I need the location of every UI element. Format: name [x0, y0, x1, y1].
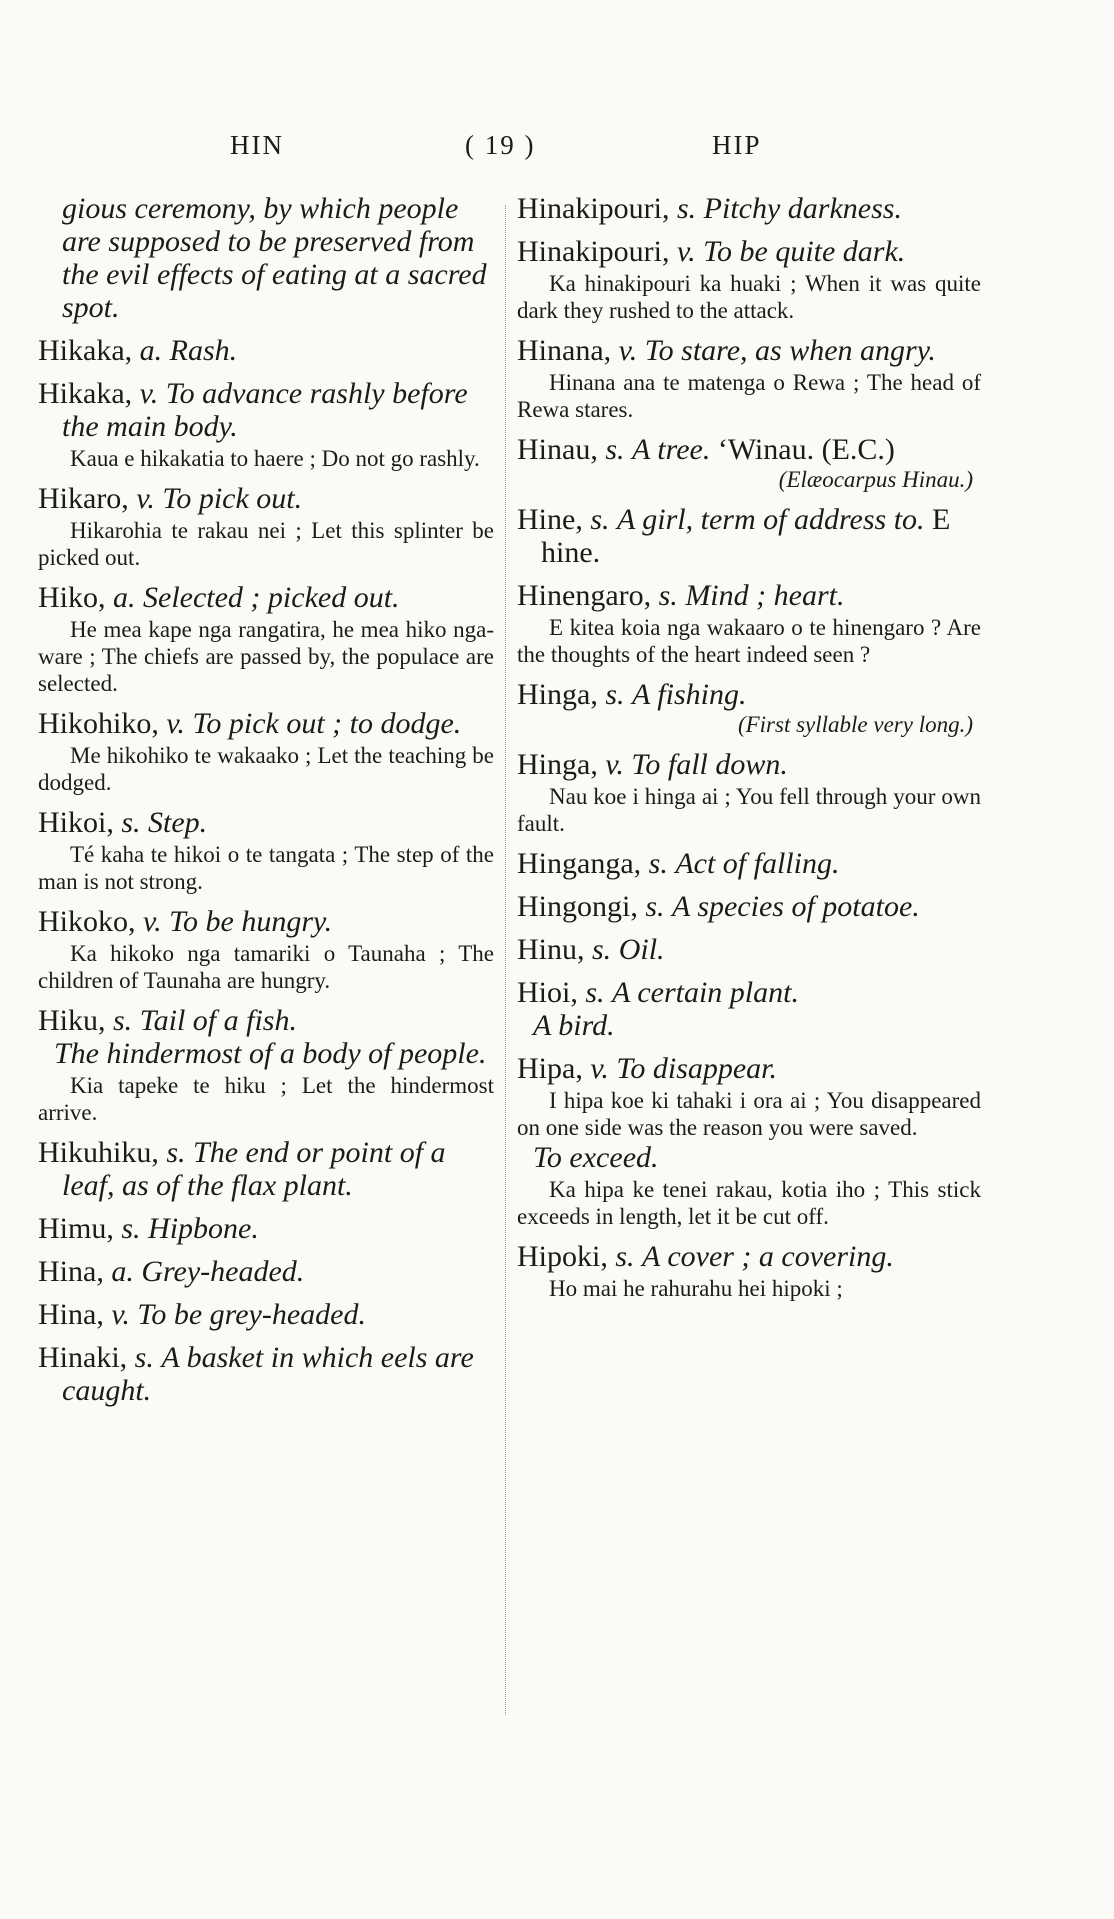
header-left-guideword: HIN: [230, 130, 284, 160]
part-of-speech: s.: [585, 976, 605, 1009]
definition: Selected ; picked out.: [143, 581, 400, 614]
dictionary-entry: [517, 890, 981, 923]
usage-example: Hinana ana te matenga o Rewa ; The head of Rewa stares.: [517, 370, 981, 422]
headword: Himu,: [38, 1212, 114, 1245]
entry-headline: [517, 1240, 981, 1273]
usage-example: Ka hikoko nga tamariki o Taunaha ; The children of Taunaha are hungry.: [38, 941, 494, 993]
additional-sense: A bird.: [533, 1009, 615, 1042]
definition: A certain plant.: [612, 976, 799, 1009]
headword: Hipoki,: [517, 1240, 608, 1273]
usage-example: Ho mai he rahurahu hei hipoki ;: [549, 1276, 843, 1301]
part-of-speech: s.: [121, 1212, 141, 1245]
definition: To advance rashly before the main body.: [62, 377, 468, 443]
part-of-speech: s.: [134, 1341, 154, 1374]
dictionary-entry: [517, 678, 981, 738]
headword: Hingongi,: [517, 890, 638, 923]
entry-headline: [517, 748, 981, 781]
headword: Hinakipouri,: [517, 235, 670, 268]
dictionary-entry: [38, 482, 494, 571]
entry-headline: [38, 334, 494, 367]
dictionary-entry: [517, 503, 981, 569]
headword: Hikohiko,: [38, 707, 159, 740]
definition: A cover ; a covering.: [642, 1240, 894, 1273]
part-of-speech: v.: [605, 748, 624, 781]
definition: Step.: [148, 806, 208, 839]
entry-headline: [517, 579, 981, 612]
definition: Pitchy darkness.: [703, 192, 902, 225]
right-entry-list: [517, 192, 981, 1302]
headword: Hikoko,: [38, 905, 136, 938]
definition: A basket in which eels are caught.: [62, 1341, 474, 1407]
entry-headline: [517, 890, 981, 923]
dictionary-entry: [517, 192, 981, 225]
definition: Oil.: [618, 933, 665, 966]
entry-headline: [517, 678, 981, 711]
headword: Hikaro,: [38, 482, 129, 515]
usage-example: I hipa koe ki tahaki i ora ai ; You disappeared on one side was the reason you were saved.: [517, 1088, 981, 1140]
usage-example: He mea kape nga rangatira, he mea hiko nga-ware ; The chiefs are passed by, the populace are selected.: [38, 617, 494, 696]
definition: A tree.: [632, 433, 711, 466]
usage-example: Té kaha te hikoi o te tangata ; The step of the man is not strong.: [38, 842, 494, 894]
column-divider: [505, 205, 506, 1715]
headword: Hine,: [517, 503, 583, 536]
dictionary-entry: [517, 235, 981, 324]
entry-headline: [517, 235, 981, 268]
dictionary-entry: [517, 748, 981, 837]
headword: Hiku,: [38, 1004, 106, 1037]
headword: Hinga,: [517, 748, 598, 781]
usage-example: Ka hinakipouri ka huaki ; When it was quite dark they rushed to the attack.: [517, 271, 981, 323]
continued-definition: gious ceremony, by which people are supposed to be preserved from the evil effects of eating at a sacred spot.: [62, 192, 487, 324]
definition: A fishing.: [632, 678, 747, 711]
left-column: [38, 192, 494, 1417]
dictionary-entry: [38, 707, 494, 796]
headword: Hipa,: [517, 1052, 583, 1085]
entry-headline: [38, 905, 494, 938]
usage-example: Me hikohiko te wakaako ; Let the teaching be dodged.: [38, 743, 494, 795]
part-of-speech: a.: [113, 581, 136, 614]
part-of-speech: s.: [590, 503, 610, 536]
left-entry-list: [38, 334, 494, 1407]
part-of-speech: s.: [658, 579, 678, 612]
part-of-speech: v.: [590, 1052, 609, 1085]
dictionary-entry: [38, 334, 494, 367]
entry-headline: [38, 1341, 494, 1407]
headword: Hinga,: [517, 678, 598, 711]
entry-headline: [38, 482, 494, 515]
part-of-speech: v.: [111, 1298, 130, 1331]
dictionary-entry: [517, 433, 981, 493]
headword: Hioi,: [517, 976, 578, 1009]
entry-headline: [38, 1255, 494, 1288]
dictionary-entry: [38, 905, 494, 994]
part-of-speech: v.: [166, 707, 185, 740]
definition: The end or point of a leaf, as of the flax plant.: [62, 1136, 446, 1202]
usage-example: Kia tapeke te hiku ; Let the hindermost arrive.: [38, 1073, 494, 1125]
definition: To be quite dark.: [703, 235, 906, 268]
variant-form: E hine.: [541, 503, 951, 569]
headword: Hinaki,: [38, 1341, 128, 1374]
entry-headline: [38, 581, 494, 614]
part-of-speech: s.: [605, 678, 625, 711]
entry-headline: [38, 1004, 494, 1037]
usage-example: E kitea koia nga wakaaro o te hinengaro ? Are the thoughts of the heart indeed seen ?: [517, 615, 981, 667]
usage-example: Hikarohia te rakau nei ; Let this splinter be picked out.: [38, 518, 494, 570]
part-of-speech: v.: [136, 482, 155, 515]
headword: Hinau,: [517, 433, 598, 466]
part-of-speech: a.: [139, 334, 163, 367]
entry-headline: [38, 1212, 494, 1245]
dictionary-entry: [517, 847, 981, 880]
definition: Tail of a fish.: [139, 1004, 297, 1037]
dictionary-entry: [38, 1136, 494, 1202]
headword: Hiko,: [38, 581, 106, 614]
part-of-speech: s.: [605, 433, 625, 466]
definition: To disappear.: [616, 1052, 778, 1085]
headword: Hinakipouri,: [517, 192, 670, 225]
definition: To fall down.: [631, 748, 788, 781]
definition: Mind ; heart.: [685, 579, 845, 612]
definition: Hipbone.: [148, 1212, 259, 1245]
page-number: ( 19 ): [465, 130, 536, 160]
entry-headline: [38, 806, 494, 839]
page-header: [0, 130, 1114, 170]
dictionary-entry: [517, 579, 981, 668]
part-of-speech: v.: [676, 235, 696, 268]
part-of-speech: s.: [676, 192, 697, 225]
variant-form: ‘Winau. (E.C.): [710, 433, 895, 466]
header-right-guideword: HIP: [712, 130, 762, 160]
dictionary-entry: [38, 1298, 494, 1331]
usage-example: Nau koe i hinga ai ; You fell through your own fault.: [517, 784, 981, 836]
definition: A species of potatoe.: [672, 890, 920, 923]
dictionary-entry: [517, 334, 981, 423]
entry-headline: [517, 433, 981, 466]
headword: Hinganga,: [517, 847, 642, 880]
part-of-speech: s.: [166, 1136, 186, 1169]
entry-headline: [517, 847, 981, 880]
entry-headline: [517, 503, 981, 569]
entry-headline: [517, 334, 981, 367]
dictionary-entry: [38, 581, 494, 697]
entry-headline: [517, 192, 981, 225]
definition: Act of falling.: [675, 847, 840, 880]
definition: To be hungry.: [169, 905, 333, 938]
additional-sense: To exceed.: [533, 1141, 659, 1174]
entry-headline: [38, 1298, 494, 1331]
entry-headline: [517, 933, 981, 966]
entry-headline: [38, 1136, 494, 1202]
botanical-note: (First syllable very long.): [737, 712, 973, 737]
definition: To be grey-headed.: [137, 1298, 366, 1331]
dictionary-entry: [517, 976, 981, 1042]
entry-headline: [517, 976, 981, 1009]
definition: To stare, as when angry.: [644, 334, 936, 367]
dictionary-entry: [38, 1341, 494, 1407]
part-of-speech: v.: [139, 377, 159, 410]
usage-example: Ka hipa ke tenei rakau, kotia iho ; This stick exceeds in length, let it be cut off.: [517, 1177, 981, 1229]
dictionary-entry: [38, 377, 494, 472]
dictionary-entry: [517, 1240, 981, 1302]
part-of-speech: a.: [111, 1255, 134, 1288]
headword: Hina,: [38, 1298, 104, 1331]
headword: Hikaka,: [38, 334, 133, 367]
entry-headline: [38, 377, 494, 443]
headword: Hinana,: [517, 334, 612, 367]
definition: To pick out.: [162, 482, 303, 515]
headword: Hina,: [38, 1255, 104, 1288]
dictionary-entry: [38, 1255, 494, 1288]
additional-sense: The hindermost of a body of people.: [54, 1037, 487, 1070]
botanical-note: (Elæocarpus Hinau.): [778, 467, 973, 492]
part-of-speech: s.: [645, 890, 665, 923]
part-of-speech: s.: [615, 1240, 635, 1273]
right-column: [517, 192, 981, 1312]
definition: A girl, term of address to.: [617, 503, 925, 536]
headword: Hikoi,: [38, 806, 114, 839]
entry-headline: [517, 1052, 981, 1085]
headword: Hinengaro,: [517, 579, 652, 612]
definition: To pick out ; to dodge.: [192, 707, 462, 740]
part-of-speech: s.: [121, 806, 141, 839]
definition: Grey-headed.: [141, 1255, 305, 1288]
dictionary-entry: [517, 1052, 981, 1230]
dictionary-entry: [517, 933, 981, 966]
part-of-speech: v.: [143, 905, 162, 938]
headword: Hikaka,: [38, 377, 133, 410]
definition: Rash.: [169, 334, 238, 367]
dictionary-entry: [38, 1004, 494, 1126]
headword: Hikuhiku,: [38, 1136, 159, 1169]
dictionary-entry: [38, 806, 494, 895]
dictionary-entry: [38, 1212, 494, 1245]
headword: Hinu,: [517, 933, 585, 966]
entry-headline: [38, 707, 494, 740]
part-of-speech: s.: [648, 847, 668, 880]
part-of-speech: s.: [113, 1004, 133, 1037]
part-of-speech: v.: [618, 334, 638, 367]
usage-example: Kaua e hikakatia to haere ; Do not go rashly.: [70, 446, 480, 471]
part-of-speech: s.: [592, 933, 612, 966]
